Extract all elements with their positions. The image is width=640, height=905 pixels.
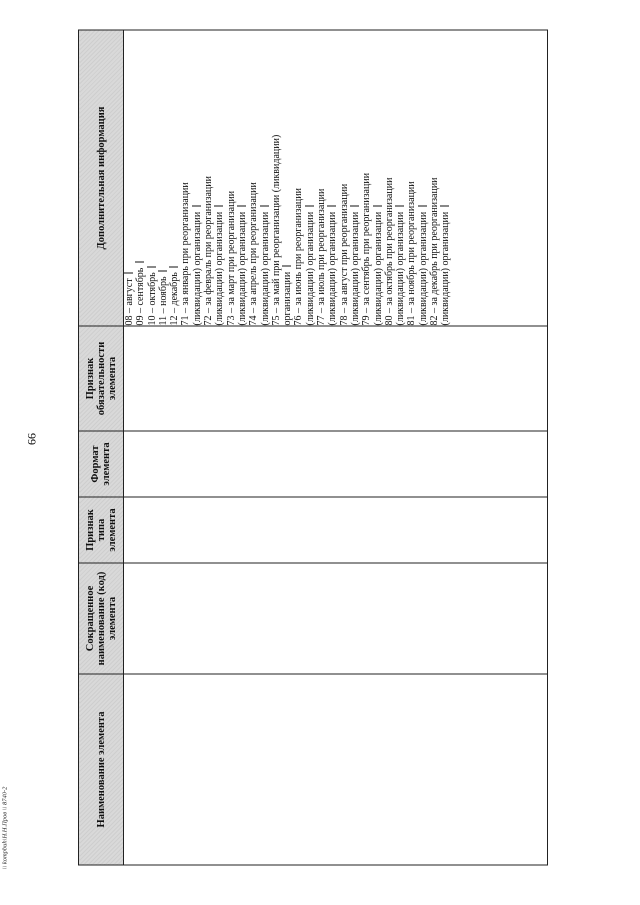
info-line	[147, 30, 158, 325]
info-line	[282, 30, 293, 325]
marker-bar	[147, 266, 156, 267]
info-line-text: 77 – за июль при реорганизации	[316, 188, 328, 325]
info-line-text: 78 – за август при реорганизации	[338, 183, 350, 325]
header-format: Формат элемента	[79, 431, 124, 497]
document-table-container	[78, 30, 548, 865]
info-line	[373, 30, 384, 325]
info-line-text: 08 – август	[124, 277, 135, 325]
info-line-text: 81 – за ноябрь при реорганизации	[406, 180, 418, 325]
info-line-text: 74 – за апрель при реорганизации	[248, 181, 260, 325]
info-line-text: организации	[282, 271, 294, 325]
info-line-text: (ликвидации) организации	[417, 211, 429, 325]
info-line-text: (ликвидации) организации	[259, 211, 271, 325]
info-line-text: (ликвидации) организации	[395, 211, 407, 325]
marker-bar	[135, 261, 144, 262]
header-element-name: Наименование элемента	[79, 674, 124, 865]
info-line	[406, 30, 417, 325]
info-line	[226, 30, 237, 325]
marker-bar	[327, 205, 336, 206]
info-line	[350, 30, 361, 325]
info-line	[169, 30, 180, 325]
info-line	[248, 30, 259, 325]
header-type-flag: Признак типа элемента	[79, 497, 124, 563]
info-line	[395, 30, 406, 325]
footer-timestamp	[0, 787, 1, 870]
info-line-text: (ликвидации) организации	[214, 211, 226, 325]
info-line-text: (ликвидации) организации	[236, 211, 248, 325]
cell-additional-info	[124, 30, 548, 326]
marker-bar	[214, 205, 223, 206]
cell-element-name	[124, 674, 548, 865]
marker-bar	[418, 205, 427, 206]
info-line	[180, 30, 191, 325]
marker-bar	[373, 205, 382, 206]
info-line-text: 73 – за март при реорганизации	[225, 190, 237, 325]
cell-required-flag	[124, 326, 548, 431]
info-line-text: 75 – за май при реорганизации (ликвидации)	[270, 134, 282, 325]
info-line	[418, 30, 429, 325]
info-line	[158, 30, 169, 325]
info-line	[293, 30, 304, 325]
header-required-flag: Признак обязательности элемента	[79, 326, 124, 431]
info-line-text: 12 – декабрь	[169, 271, 181, 325]
info-line	[327, 30, 338, 325]
info-line	[440, 30, 451, 325]
info-line-text: (ликвидации) организации	[440, 211, 452, 325]
info-line	[305, 30, 316, 325]
info-line-text: 09 – сентябрь	[135, 267, 147, 325]
info-line	[203, 30, 214, 325]
element-table	[78, 29, 548, 865]
marker-bar	[260, 205, 269, 206]
marker-bar	[282, 265, 291, 266]
additional-info-list	[124, 30, 452, 325]
info-line-text: 72 – за февраль при реорганизации	[203, 175, 215, 325]
info-line-text: (ликвидации) организации	[327, 211, 339, 325]
info-line	[192, 30, 203, 325]
marker-bar	[124, 272, 133, 273]
info-line	[271, 30, 282, 325]
page-number	[17, 429, 47, 449]
cell-type-flag	[124, 497, 548, 563]
info-line	[316, 30, 327, 325]
info-line-text: 82 – за декабрь при реорганизации	[429, 176, 441, 325]
footer-path: \\ kompbuh\Н.Н.Пров \\ 8740-2	[1, 786, 9, 870]
header-short-name: Сокращенное наименование (код) элемента	[79, 563, 124, 674]
marker-bar	[158, 270, 167, 271]
info-line-text: (ликвидации) организации	[349, 211, 361, 325]
info-line	[260, 30, 271, 325]
info-line-text: (ликвидации) организации	[191, 211, 203, 325]
info-line-text: 79 – за сентябрь при реорганизации	[361, 172, 373, 325]
info-line-text: 11 – ноябрь	[157, 275, 169, 325]
info-line	[361, 30, 372, 325]
info-line	[214, 30, 225, 325]
table-row	[124, 30, 548, 865]
info-line-text: 80 – за октябрь при реорганизации	[383, 177, 395, 325]
cell-short-name	[124, 563, 548, 674]
page-number-text: 99	[25, 433, 40, 445]
marker-bar	[169, 266, 178, 267]
marker-bar	[237, 205, 246, 206]
marker-bar	[350, 205, 359, 206]
marker-bar	[305, 205, 314, 206]
info-line	[124, 30, 135, 325]
info-line-text: (ликвидации) организации	[304, 211, 316, 325]
info-line	[135, 30, 146, 325]
info-line	[237, 30, 248, 325]
header-additional-info: Дополнительная информация	[79, 30, 124, 326]
cell-format	[124, 431, 548, 497]
info-line	[384, 30, 395, 325]
info-line-text: 76 – за июнь при реорганизации	[293, 187, 305, 325]
marker-bar	[395, 205, 404, 206]
info-line	[429, 30, 440, 325]
info-line	[339, 30, 350, 325]
info-line-text: 10 – октябрь	[146, 271, 158, 325]
info-line-text: (ликвидации) организации	[372, 211, 384, 325]
info-line-text: 71 – за январь при реорганизации	[180, 181, 192, 325]
table-header-row	[79, 30, 124, 865]
marker-bar	[440, 205, 449, 206]
marker-bar	[192, 205, 201, 206]
